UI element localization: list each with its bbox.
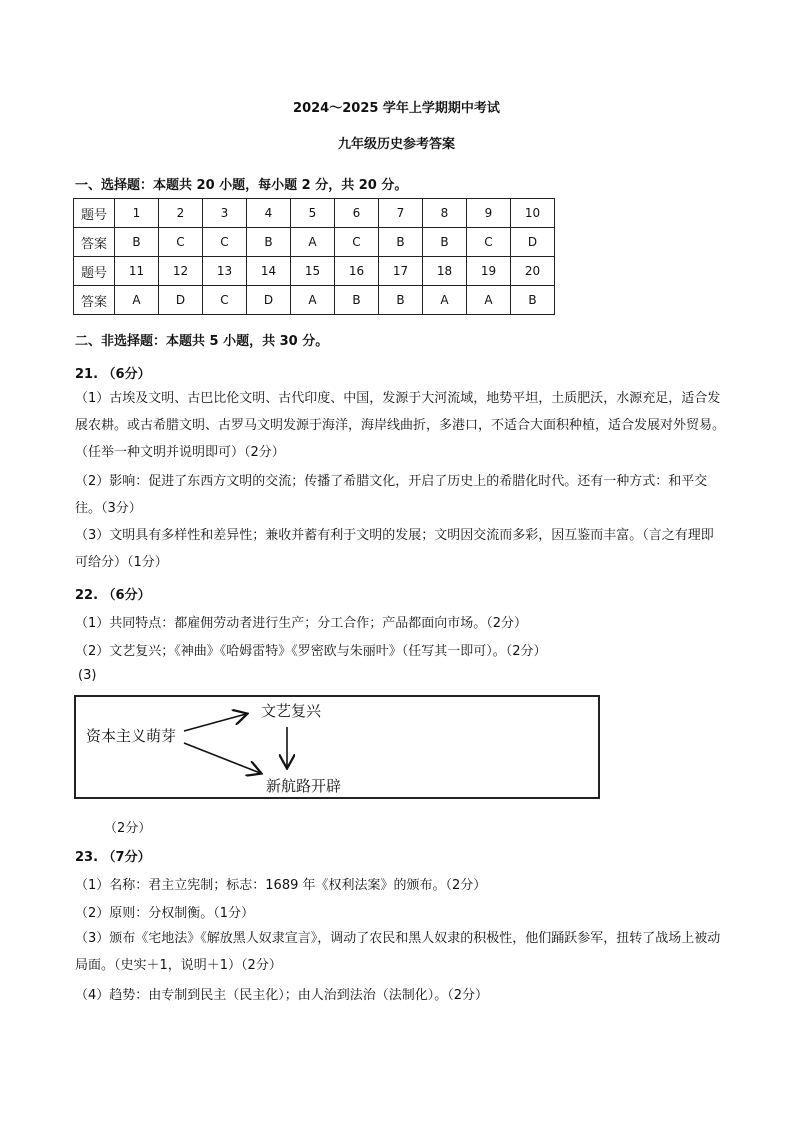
question-number: 19 — [467, 257, 511, 286]
row-label-number: 题号 — [74, 257, 115, 286]
answer-cell: B — [511, 286, 555, 315]
row-label-answer: 答案 — [74, 228, 115, 257]
page-subtitle: 九年级历史参考答案 — [337, 137, 455, 152]
question-number: 9 — [467, 199, 511, 228]
answer-cell: B — [115, 228, 159, 257]
answer-table — [73, 198, 555, 315]
answer-cell: D — [247, 286, 291, 315]
diagram-source-label: 资本主义萌芽 — [86, 727, 177, 745]
question-number: 5 — [291, 199, 335, 228]
q22-part3-label: (3) — [78, 668, 97, 683]
answer-cell: C — [467, 228, 511, 257]
answer-cell: B — [423, 228, 467, 257]
question-number: 2 — [159, 199, 203, 228]
section1-heading: 一、选择题：本题共 20 小题，每小题 2 分，共 20 分。 — [75, 178, 408, 193]
question-number: 16 — [335, 257, 379, 286]
row-label-answer: 答案 — [74, 286, 115, 315]
q21-heading: 21. （6分） — [75, 367, 151, 382]
row-label-number: 题号 — [74, 199, 115, 228]
question-number: 10 — [511, 199, 555, 228]
section2-heading: 二、非选择题：本题共 5 小题，共 30 分。 — [75, 334, 329, 349]
question-number: 17 — [379, 257, 423, 286]
question-number: 20 — [511, 257, 555, 286]
answer-cell: B — [247, 228, 291, 257]
answer-cell: B — [379, 286, 423, 315]
answer-cell: A — [291, 286, 335, 315]
q23-part1: （1）名称：君主立宪制；标志：1689 年《权利法案》的颁布。（2分） — [75, 878, 487, 893]
page-title: 2024～2025 学年上学期期中考试 — [293, 101, 500, 116]
answer-cell: C — [335, 228, 379, 257]
arrow-to-new-route — [184, 743, 260, 773]
diagram-new-route-label: 新航路开辟 — [266, 777, 342, 795]
q21-part1: （1）古埃及文明、古巴比伦文明、古代印度、中国，发源于大河流域，地势平坦，土质肥沃，水源充足，适合发展农耕。或古希腊文明、古罗马文明发源于海洋，海岸线曲折，多港口，不适合大面积种植，适合发展对外贸易。（任举一种文明并说明即可）（2分） — [75, 391, 726, 460]
q22-part2: （2）文艺复兴；《神曲》《哈姆雷特》《罗密欧与朱丽叶》（任写其一即可）。（2分） — [75, 644, 547, 659]
question-number: 8 — [423, 199, 467, 228]
q23-part4: （4）趋势：由专制到民主（民主化）；由人治到法治（法制化）。（2分） — [75, 988, 489, 1003]
question-number: 13 — [203, 257, 247, 286]
q22-heading: 22. （6分） — [75, 588, 151, 603]
table-row — [74, 286, 555, 315]
q22-part1: （1）共同特点：都雇佣劳动者进行生产；分工合作；产品都面向市场。（2分） — [75, 616, 528, 631]
answer-cell: D — [159, 286, 203, 315]
q23-part3: （3）颁布《宅地法》《解放黑人奴隶宣言》，调动了农民和黑人奴隶的积极性，他们踊跃参军，扭转了战场上被动局面。（史实＋1，说明＋1）（2分） — [75, 931, 721, 973]
answer-cell: D — [511, 228, 555, 257]
answer-cell: C — [159, 228, 203, 257]
answer-cell: C — [203, 228, 247, 257]
question-number: 3 — [203, 199, 247, 228]
answer-cell: C — [203, 286, 247, 315]
q21-part2: （2）影响：促进了东西方文明的交流；传播了希腊文化，开启了历史上的希腊化时代。还有一种方式：和平交往。（3分） — [75, 474, 708, 516]
question-number: 14 — [247, 257, 291, 286]
question-number: 6 — [335, 199, 379, 228]
arrow-to-renaissance — [184, 714, 246, 731]
table-row — [74, 228, 555, 257]
answer-cell: A — [291, 228, 335, 257]
answer-cell: B — [335, 286, 379, 315]
table-row — [74, 257, 555, 286]
question-number: 1 — [115, 199, 159, 228]
answer-cell: A — [467, 286, 511, 315]
answer-cell: A — [115, 286, 159, 315]
q23-heading: 23. （7分） — [75, 850, 151, 865]
diagram-renaissance-label: 文艺复兴 — [261, 702, 322, 720]
answer-cell: A — [423, 286, 467, 315]
q22-part3-score: （2分） — [104, 821, 152, 836]
q21-part3: （3）文明具有多样性和差异性；兼收并蓄有利于文明的发展；文明因交流而多彩，因互鉴而丰富。（言之有理即可给分）（1分） — [75, 528, 714, 570]
table-row — [74, 199, 555, 228]
question-number: 18 — [423, 257, 467, 286]
question-number: 15 — [291, 257, 335, 286]
question-number: 7 — [379, 199, 423, 228]
q23-part2: （2）原则：分权制衡。（1分） — [75, 906, 255, 921]
answer-cell: B — [379, 228, 423, 257]
question-number: 11 — [115, 257, 159, 286]
question-number: 12 — [159, 257, 203, 286]
relationship-diagram — [74, 695, 600, 799]
question-number: 4 — [247, 199, 291, 228]
